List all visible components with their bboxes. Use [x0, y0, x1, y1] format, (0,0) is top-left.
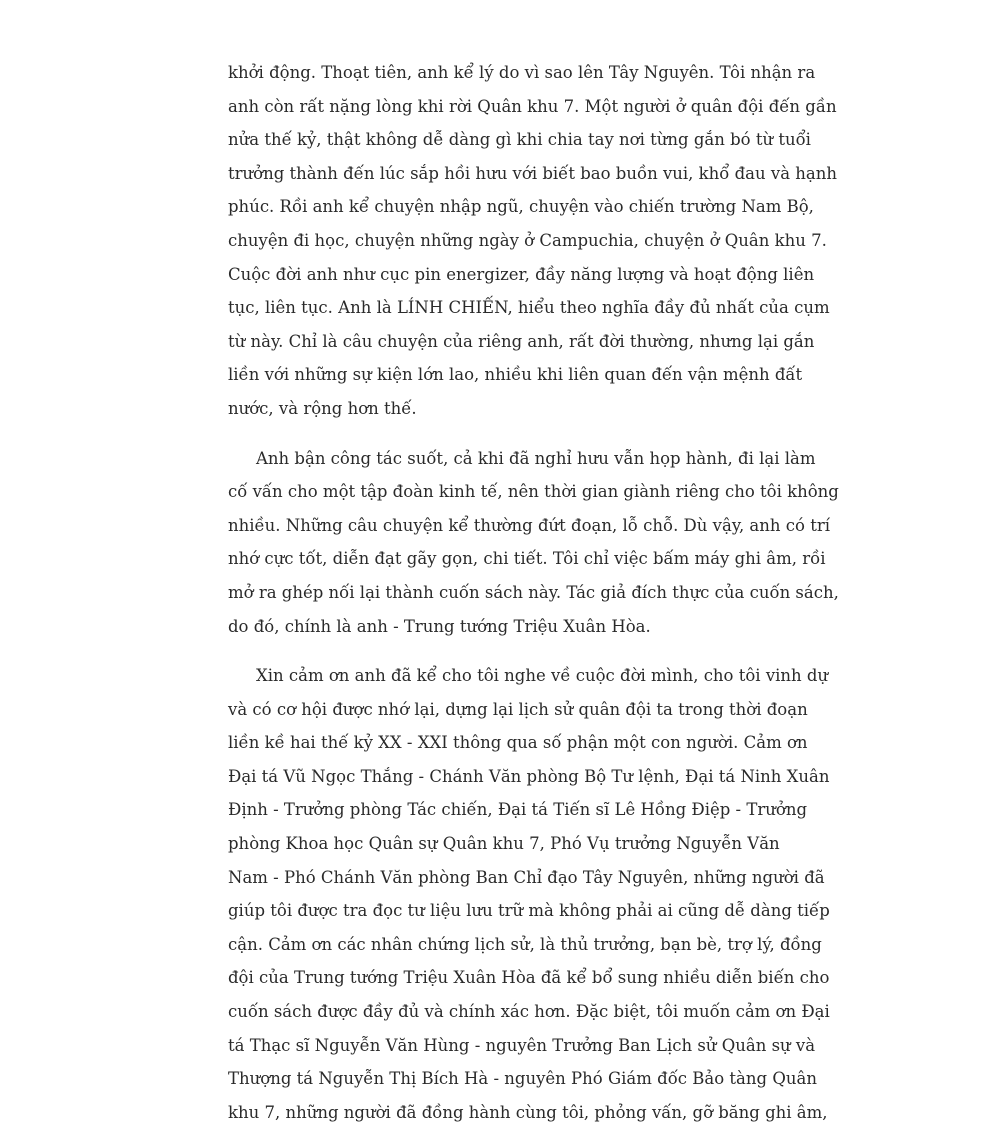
- text-line: phúc. Rồi anh kể chuyện nhập ngũ, chuyện vào chiến trường Nam Bộ,: [228, 197, 814, 217]
- body-text: [228, 56, 839, 1129]
- text-line: mở ra ghép nối lại thành cuốn sách này. Tác giả đích thực của cuốn sách,: [228, 582, 839, 602]
- text-line: nhớ cực tốt, diễn đạt gãy gọn, chi tiết. Tôi chỉ việc bấm máy ghi âm, rồi: [228, 549, 826, 569]
- text-line: chuyện đi học, chuyện những ngày ở Campuchia, chuyện ở Quân khu 7.: [228, 230, 827, 250]
- text-line: Cuộc đời anh như cục pin energizer, đầy năng lượng và hoạt động liên: [228, 264, 815, 284]
- text-line: tục, liên tục. Anh là LÍNH CHIẾN, hiểu theo nghĩa đầy đủ nhất của cụm: [228, 298, 830, 318]
- paragraph-2: [228, 442, 839, 644]
- text-line: khởi động. Thoạt tiên, anh kể lý do vì sao lên Tây Nguyên. Tôi nhận ra: [228, 63, 816, 82]
- text-line: giúp tôi được tra đọc tư liệu lưu trữ mà không phải ai cũng dễ dàng tiếp: [228, 901, 830, 921]
- text-line: phòng Khoa học Quân sự Quân khu 7, Phó Vụ trưởng Nguyễn Văn: [228, 834, 780, 854]
- text-line: Định - Trưởng phòng Tác chiến, Đại tá Tiến sĩ Lê Hồng Điệp - Trưởng: [228, 800, 808, 820]
- text-line: Thượng tá Nguyễn Thị Bích Hà - nguyên Phó Giám đốc Bảo tàng Quân: [228, 1069, 817, 1089]
- text-line: khu 7, những người đã đồng hành cùng tôi, phỏng vấn, gỡ băng ghi âm,: [228, 1102, 828, 1122]
- text-line: tá Thạc sĩ Nguyễn Văn Hùng - nguyên Trưởng Ban Lịch sử Quân sự và: [228, 1035, 816, 1055]
- text-line: Nam - Phó Chánh Văn phòng Ban Chỉ đạo Tây Nguyên, những người đã: [228, 867, 825, 887]
- text-line: liền với những sự kiện lớn lao, nhiều khi liên quan đến vận mệnh đất: [228, 365, 803, 385]
- text-line: nhiều. Những câu chuyện kể thường đứt đoạn, lỗ chỗ. Dù vậy, anh có trí: [228, 515, 830, 535]
- text-line: Đại tá Vũ Ngọc Thắng - Chánh Văn phòng Bộ Tư lệnh, Đại tá Ninh Xuân: [228, 766, 830, 786]
- text-line: đội của Trung tướng Triệu Xuân Hòa đã kể bổ sung nhiều diễn biến cho: [228, 968, 830, 988]
- text-line: Xin cảm ơn anh đã kể cho tôi nghe về cuộc đời mình, cho tôi vinh dự: [256, 666, 829, 686]
- text-line: liền kề hai thế kỷ XX - XXI thông qua số phận một con người. Cảm ơn: [228, 733, 808, 753]
- paragraph-3: [228, 659, 830, 1129]
- text-line: Anh bận công tác suốt, cả khi đã nghỉ hưu vẫn họp hành, đi lại làm: [256, 448, 816, 468]
- text-line: từ này. Chỉ là câu chuyện của riêng anh, rất đời thường, nhưng lại gắn: [228, 331, 815, 351]
- paragraph-1: [228, 56, 838, 426]
- text-line: nửa thế kỷ, thật không dễ dàng gì khi chia tay nơi từng gắn bó từ tuổi: [228, 130, 811, 150]
- text-line: do đó, chính là anh - Trung tướng Triệu Xuân Hòa.: [228, 616, 651, 636]
- text-line: cố vấn cho một tập đoàn kinh tế, nên thời gian giành riêng cho tôi không: [228, 482, 839, 502]
- text-line: cuốn sách được đầy đủ và chính xác hơn. Đặc biệt, tôi muốn cảm ơn Đại: [228, 1002, 830, 1022]
- text-line: trưởng thành đến lúc sắp hồi hưu với biết bao buồn vui, khổ đau và hạnh: [228, 163, 838, 183]
- text-line: anh còn rất nặng lòng khi rời Quân khu 7. Một người ở quân đội đến gần: [228, 96, 837, 116]
- text-line: và có cơ hội được nhớ lại, dựng lại lịch sử quân đội ta trong thời đoạn: [228, 699, 808, 719]
- text-line: cận. Cảm ơn các nhân chứng lịch sử, là thủ trưởng, bạn bè, trợ lý, đồng: [228, 934, 822, 954]
- text-line: nước, và rộng hơn thế.: [228, 398, 417, 418]
